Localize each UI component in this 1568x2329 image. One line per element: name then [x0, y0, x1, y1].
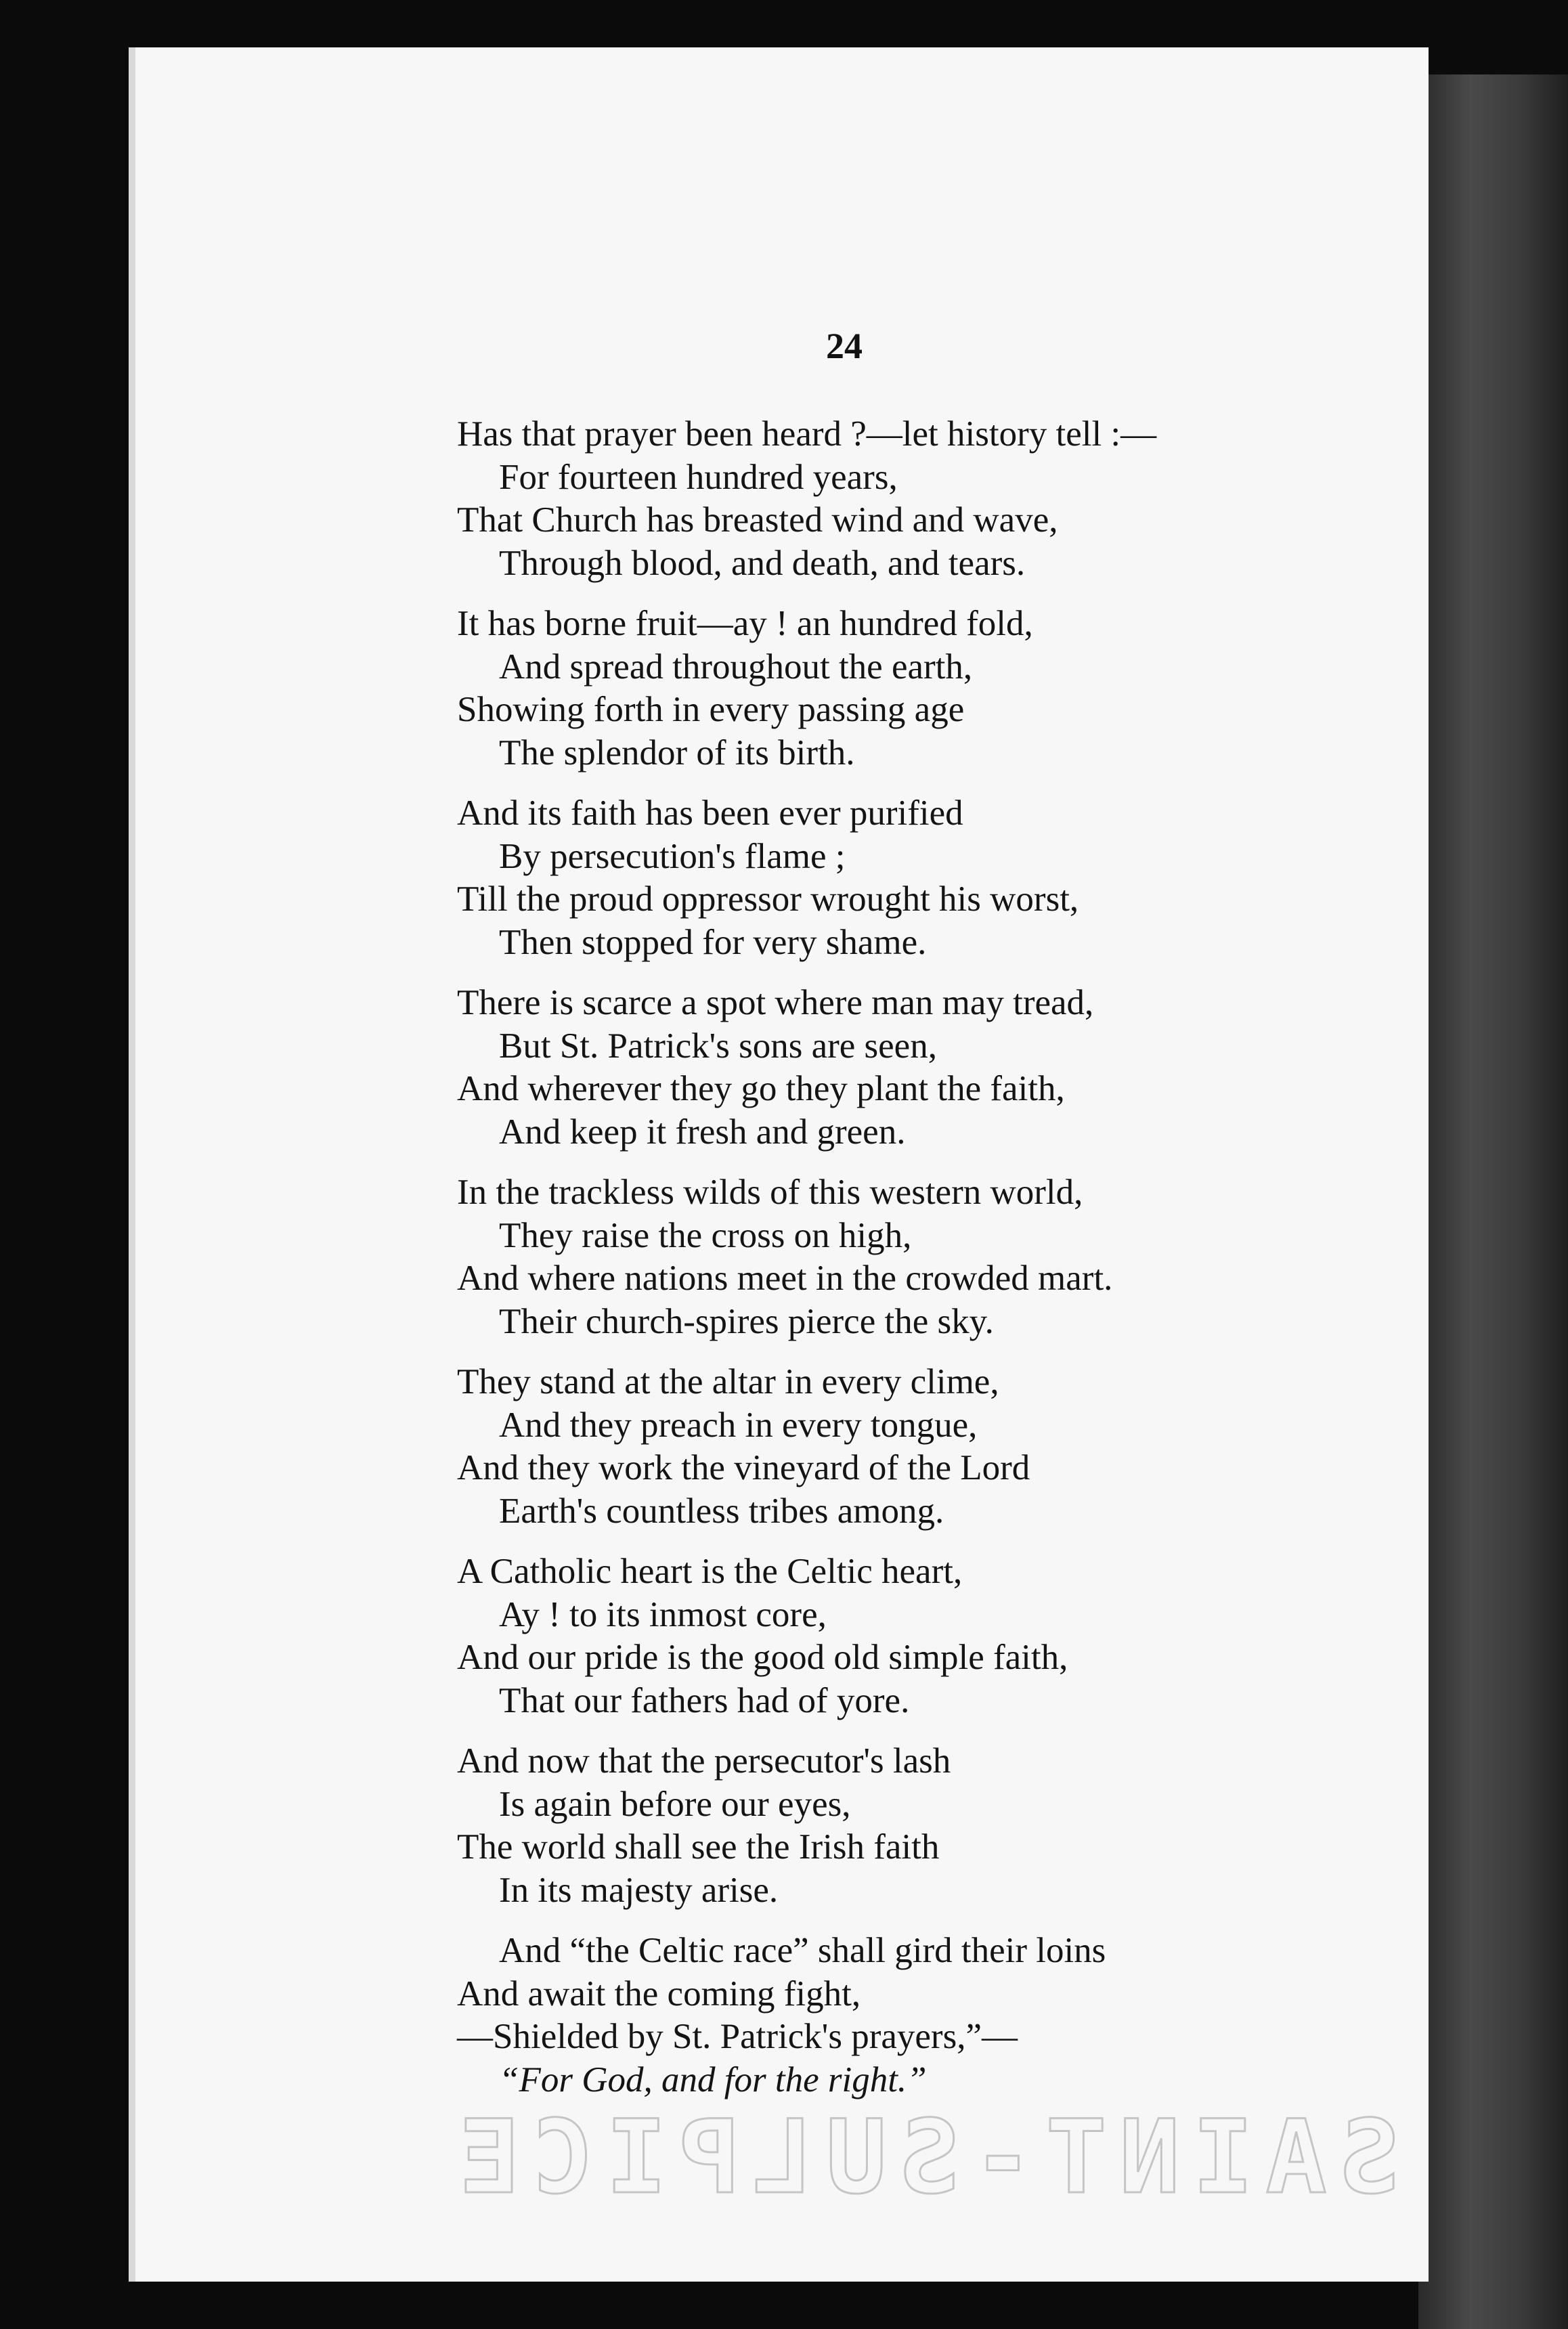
poem-line: That our fathers had of yore.	[499, 1680, 910, 1720]
poem-line: The world shall see the Irish faith	[457, 1827, 940, 1867]
poem-line: They raise the cross on high,	[499, 1215, 912, 1255]
stanza-7	[457, 1550, 1418, 1722]
stanza-5	[457, 1171, 1418, 1343]
poem-line: Ay ! to its inmost core,	[499, 1594, 827, 1634]
stanza-6	[457, 1361, 1418, 1533]
poem-line: Is again before our eyes,	[499, 1784, 851, 1824]
poem-line: Their church-spires pierce the sky.	[499, 1301, 994, 1341]
stanza-1	[457, 413, 1418, 585]
poem-line: And spread throughout the earth,	[499, 647, 973, 687]
poem-line: By persecution's flame ;	[499, 836, 846, 876]
book-page	[129, 47, 1429, 2282]
poem-line: Earth's countless tribes among.	[499, 1491, 944, 1531]
stanza-9	[457, 1930, 1418, 2102]
poem-line: And wherever they go they plant the faith,	[457, 1069, 1065, 1108]
poem-line: Till the proud oppressor wrought his worst,	[457, 879, 1079, 919]
poem-line: For fourteen hundred years,	[499, 457, 898, 497]
poem-line: They stand at the altar in every clime,	[457, 1362, 999, 1401]
poem-line: And our pride is the good old simple faith,	[457, 1638, 1068, 1677]
poem-line: There is scarce a spot where man may tread,	[457, 983, 1094, 1022]
perforated-library-stamp: SAINT-SULPICE	[447, 2099, 1400, 2217]
poem-line: “For God, and for the right.”	[499, 2060, 927, 2099]
poem-line: And “the Celtic race” shall gird their loins	[499, 1931, 1106, 1970]
poem	[457, 413, 1418, 2119]
poem-line: And its faith has been ever purified	[457, 793, 963, 833]
poem-line: The splendor of its birth.	[499, 733, 855, 772]
poem-line: A Catholic heart is the Celtic heart,	[457, 1552, 963, 1591]
poem-line: Has that prayer been heard ?—let history tell :—	[457, 414, 1157, 454]
poem-line: It has borne fruit—ay ! an hundred fold,	[457, 604, 1033, 643]
poem-line: In the trackless wilds of this western world,	[457, 1173, 1083, 1212]
poem-line: And where nations meet in the crowded mart.	[457, 1259, 1113, 1298]
stanza-2	[457, 603, 1418, 775]
adjacent-page-edge	[1418, 74, 1568, 2329]
poem-line: That Church has breasted wind and wave,	[457, 500, 1058, 540]
poem-line: But St. Patrick's sons are seen,	[499, 1026, 937, 1066]
poem-line: And await the coming fight,	[457, 1974, 861, 2014]
page-number: 24	[826, 326, 863, 366]
poem-line: And they preach in every tongue,	[499, 1405, 978, 1445]
poem-line: Through blood, and death, and tears.	[499, 543, 1026, 583]
poem-line: Then stopped for very shame.	[499, 922, 927, 962]
poem-line: —Shielded by St. Patrick's prayers,”—	[457, 2017, 1018, 2056]
poem-line: In its majesty arise.	[499, 1870, 779, 1910]
poem-line: And keep it fresh and green.	[499, 1112, 906, 1152]
poem-line: Showing forth in every passing age	[457, 690, 965, 729]
stanza-8	[457, 1740, 1418, 1912]
stanza-3	[457, 792, 1418, 964]
poem-line: And now that the persecutor's lash	[457, 1741, 951, 1781]
stanza-4	[457, 982, 1418, 1154]
poem-line: And they work the vineyard of the Lord	[457, 1448, 1030, 1487]
